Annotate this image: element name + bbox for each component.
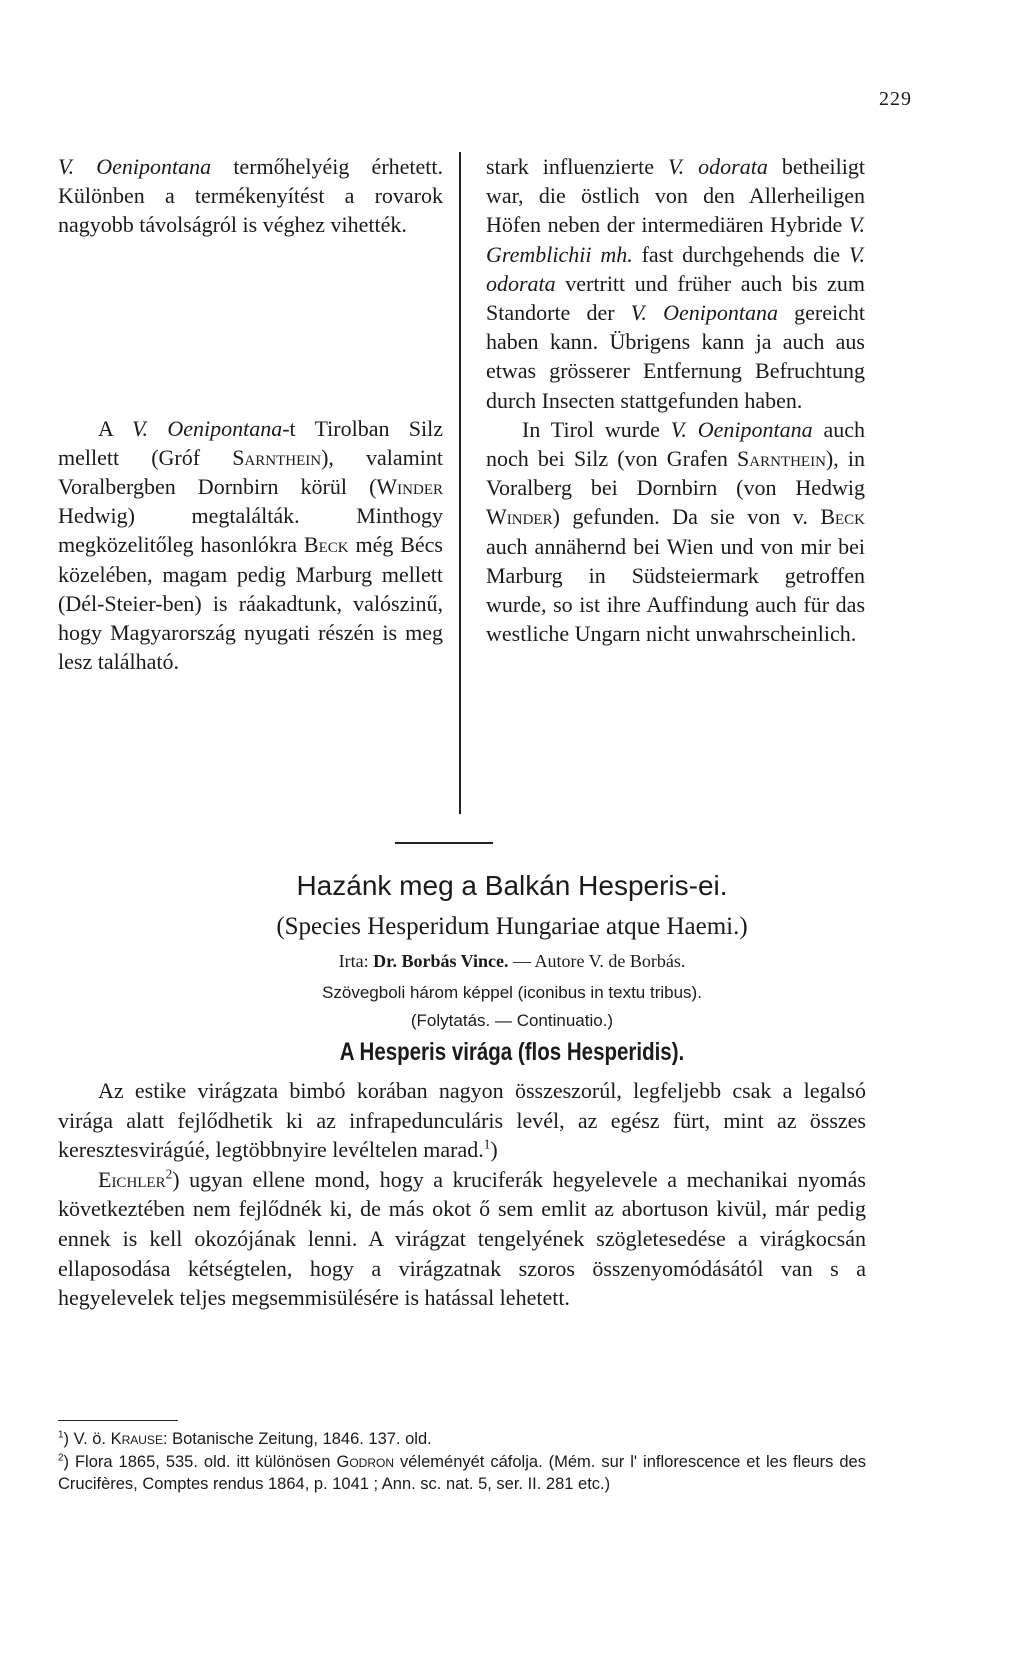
footnote-separator: [58, 1420, 178, 1421]
footnote-1: $^1$) V. ö. Krause: Botanische Zeitung, 1846. 137. old.: [58, 1429, 432, 1448]
person-name: Winder: [376, 474, 443, 500]
person-name: Sarnthein: [737, 446, 826, 472]
person-name: Eichler: [98, 1166, 166, 1192]
right-paragraph-2: In Tirol wurde V. Oenipontana auch noch bei Silz (von Grafen Sarnthein), in Voralberg bei Dornbirn (von Hedwig Winder) gefunden. Da sie von v. Beck auch annähernd bei Wien und von mir bei Marburg in Südsteiermark getroffen wurde, so ist ihre Auffindung auch für das westliche Ungarn nicht unwahrscheinlich.: [486, 416, 866, 647]
right-paragraph-1: stark influenzierte V. odorata betheiligt war, die östlich von den Allerheiligen Höfen neben der intermediären Hybride V. Gremblichii mh. fast durchgehends die V. odorata vertritt und früher auch bis zum Standorte der V. Oenipontana gereicht haben kann. Übrigens kann ja auch aus etwas grösserer Entfernung Befruchtung durch Insecten stattgefunden haben.: [486, 154, 866, 413]
column-gap: [58, 240, 443, 414]
column-divider: [459, 152, 461, 814]
article-continuation: (Folytatás. — Continuatio.): [410, 1011, 614, 1030]
person-name: Sarnthein: [232, 444, 322, 470]
person-name: Krause: [110, 1430, 163, 1448]
left-paragraph-1: V. Oenipontana termőhelyéig érhetett. Különben a termékenyítést a rovarok nagyobb távolságról is véghez vihették.: [58, 154, 444, 238]
author-name: Dr. Borbás Vince.: [373, 951, 509, 971]
footnote-ref: 1: [483, 1136, 491, 1152]
left-paragraph-2: A V. Oenipontana-t Tirolban Silz mellett (Gróf Sarnthein), valamint Voralbergben Dornbirn körül (Winder Hedwig) megtalálták. Minthogy megközelitőleg hasonlókra Beck még Bécs közelében, magam pedig Marburg mellett (Dél-Steier-ben) is ráakadtunk, valószinű, hogy Magyarország nyugati részén is meg lesz található.: [58, 415, 443, 675]
body-paragraph-1: Az estike virágzata bimbó korában nagyon összeszorúl, legfeljebb csak a legalsó virága alatt fejlődhetik ki az infrapedunculáris levél, az egész fürt, mint az összes keresztesvirágúé, legtöbbnyire levéltelen marad.$^1$): [58, 1078, 866, 1163]
person-name: Winder: [486, 504, 553, 530]
taxon-name: V. Oenipontana: [58, 154, 212, 179]
taxon-name: V. odorata: [486, 241, 866, 296]
taxon-name: V. Oenipontana: [670, 416, 813, 442]
body-paragraph-2: Eichler$^2$) ugyan ellene mond, hogy a kruciferák hegyelevele a mechanikai nyomás következtében nem fejlődnék ki, de más okot ő sem emlit az abortuson kivül, már pedig ennek is kell okozójának lenni. A virágzat tengelyének szögletesedése a virágkocsán ellaposodása kétségtelen, hogy a virágzatnak szoros összenyomódásától van s a hegyelevelek teljes megsemmisülésére is hatással lehetett.: [58, 1166, 866, 1311]
section-separator: [395, 842, 493, 844]
article-figure-note: Szövegboli három képpel (iconibus in textu tribus).: [322, 983, 702, 1002]
article-subtitle: (Species Hesperidum Hungariae atque Haemi.): [276, 913, 748, 940]
taxon-name: V. odorata: [668, 154, 768, 179]
article-title: Hazánk meg a Balkán Hesperis-ei.: [296, 870, 728, 901]
person-name: Godron: [336, 1452, 395, 1471]
taxon-name: V. Gremblichii mh.: [486, 212, 865, 267]
article-author: Irta: Dr. Borbás Vince. — Autore V. de Borbás.: [338, 951, 686, 971]
article-body: [58, 1076, 866, 1313]
page-number: 229: [879, 88, 912, 110]
footnote-2: $^2$) Flora 1865, 535. old. itt különösen Godron véleményét cáfolja. (Mém. sur l' inflorescence et les fleurs des Crucifères, Comptes rendus 1864, p. 1041 ; Ann. sc. nat. 5, ser. II. 281 etc.): [58, 1452, 866, 1493]
left-column: [58, 152, 443, 676]
footnotes: [58, 1428, 866, 1496]
person-name: Beck: [303, 532, 349, 558]
footnote-ref: 2: [165, 1166, 173, 1182]
right-column: [486, 152, 865, 648]
taxon-name: V. Oenipontana: [630, 300, 778, 326]
person-name: Beck: [820, 504, 865, 530]
taxon-name: V. Oenipontana: [131, 415, 283, 441]
section-heading: A Hesperis virága (flos Hesperidis).: [339, 1038, 685, 1066]
